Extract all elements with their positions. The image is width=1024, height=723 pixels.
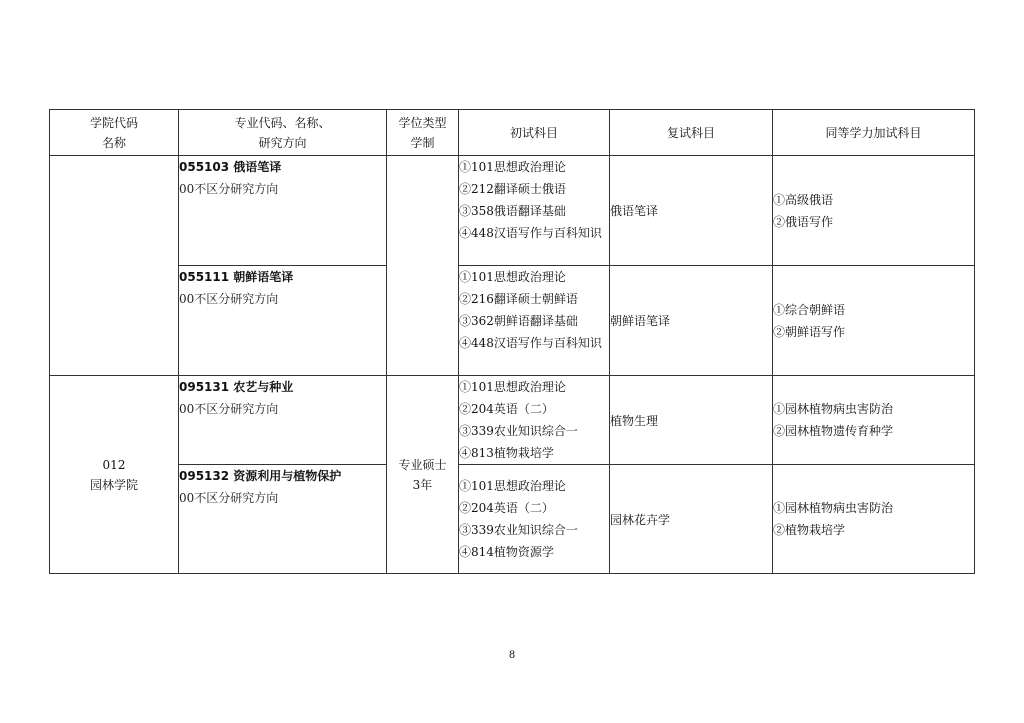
major-cell (179, 376, 387, 465)
retest-subject: 园林花卉学 (610, 465, 773, 574)
degree-cell (387, 376, 459, 574)
major-cell (179, 266, 387, 376)
header-college: 学院代码 名称 (50, 110, 179, 156)
retest-subject: 俄语笔译 (610, 156, 773, 266)
major-direction: 00不区分研究方向 (179, 182, 279, 196)
extra-subjects: ①园林植物病虫害防治 ②园林植物遗传育种学 (773, 376, 975, 465)
retest-subject: 植物生理 (610, 376, 773, 465)
table-row (50, 465, 975, 574)
degree-years: 3年 (412, 477, 433, 492)
exam-list: ①101思想政治理论 ②212翻译硕士俄语 ③358俄语翻译基础 ④448汉语写作与百科知识 (459, 156, 610, 266)
header-retest: 复试科目 (610, 110, 773, 156)
header-row (50, 110, 975, 156)
header-first-exam: 初试科目 (459, 110, 610, 156)
page-number: 8 (508, 650, 516, 661)
major-cell (179, 156, 387, 266)
major-title: 095132 资源利用与植物保护 (179, 469, 342, 483)
header-degree: 学位类型 学制 (387, 110, 459, 156)
header-extra: 同等学力加试科目 (773, 110, 975, 156)
major-direction: 00不区分研究方向 (179, 491, 279, 505)
college-code: 012 (102, 457, 126, 472)
major-title: 055103 俄语笔译 (179, 160, 282, 174)
table-row (50, 266, 975, 376)
college-cell-empty (50, 156, 179, 376)
header-major: 专业代码、名称、 研究方向 (179, 110, 387, 156)
major-title: 055111 朝鲜语笔译 (179, 270, 294, 284)
extra-subjects: ①高级俄语 ②俄语写作 (773, 156, 975, 266)
exam-list: ①101思想政治理论 ②204英语（二） ③339农业知识综合一 ④814植物资源学 (459, 465, 610, 574)
major-direction: 00不区分研究方向 (179, 292, 279, 306)
college-cell (50, 376, 179, 574)
table-row (50, 376, 975, 465)
extra-subjects: ①园林植物病虫害防治 ②植物栽培学 (773, 465, 975, 574)
degree-type: 专业硕士 (398, 457, 447, 472)
exam-list: ①101思想政治理论 ②204英语（二） ③339农业知识综合一 ④813植物栽培学 (459, 376, 610, 465)
table-row (50, 156, 975, 266)
extra-subjects: ①综合朝鲜语 ②朝鲜语写作 (773, 266, 975, 376)
exam-list: ①101思想政治理论 ②216翻译硕士朝鲜语 ③362朝鲜语翻译基础 ④448汉语写作与百科知识 (459, 266, 610, 376)
major-cell (179, 465, 387, 574)
retest-subject: 朝鲜语笔译 (610, 266, 773, 376)
major-title: 095131 农艺与种业 (179, 380, 294, 394)
college-name: 园林学院 (89, 477, 138, 492)
admission-table (49, 109, 975, 574)
degree-cell-empty (387, 156, 459, 376)
major-direction: 00不区分研究方向 (179, 402, 279, 416)
